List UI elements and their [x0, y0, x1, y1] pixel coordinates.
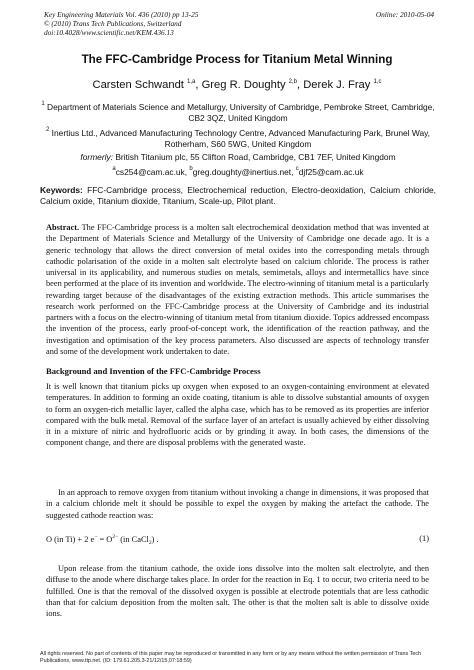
- author-separator: ,: [195, 79, 202, 91]
- affiliation-text: Inertius Ltd., Advanced Manufacturing Technology Centre, Advanced Manufacturing Park, Brunel Way, Rotherham, S60 5WG, United Kingdom: [51, 128, 430, 150]
- email-superscript: a: [112, 166, 116, 172]
- author-name: Greg R. Doughty: [201, 79, 286, 91]
- author-list: [30, 79, 444, 91]
- affiliation-1: [40, 99, 436, 124]
- author-superscript: 2,b: [288, 79, 297, 85]
- affiliation-2: [40, 125, 436, 150]
- paragraph: Upon release from the titanium cathode, the oxide ions dissolve into the molten salt electrolyte, and then diffuse to the anode where discharge takes place. In order for the reaction in Eq. 1 to occur, two criteria need to be fulfilled. One is that the removal of the dissolved oxygen is possible at electrode potentials that are less cathodic than that for calcium deposition from the molten salt. The other is that the molten salt is able to dissolve oxide ions.: [46, 564, 429, 618]
- email-superscript: c: [295, 166, 299, 172]
- section-heading: Background and Invention of the FFC-Cambridge Process: [46, 366, 261, 376]
- formerly-text: British Titanium plc, 55 Clifton Road, Cambridge, CB1 7EF, United Kingdom: [115, 152, 396, 162]
- equation-body: [46, 534, 159, 546]
- email-link[interactable]: cs254@cam.ac.uk,: [115, 167, 188, 177]
- abstract-label: Abstract.: [46, 223, 80, 232]
- equation-tail: ) .: [151, 535, 159, 544]
- doi-line: doi:10.4028/www.scientific.net/KEM.436.13: [44, 28, 174, 38]
- journal-citation: Key Engineering Materials Vol. 436 (2010) pp 13-25: [44, 10, 199, 19]
- email-link[interactable]: greg.doughty@inertius.net,: [192, 167, 294, 177]
- equation-medium: (in CaCl: [118, 535, 149, 544]
- keywords: [40, 185, 436, 206]
- author-superscript: 1,a: [187, 79, 196, 85]
- equation-equals: = O: [97, 535, 113, 544]
- copyright-line: © (2010) Trans Tech Publications, Switzerland: [44, 19, 182, 29]
- paragraph: It is well known that titanium picks up oxygen when exposed to an oxygen-containing environment at elevated temperatures. In addition to forming an oxide coating, titanium is able to dissolve substantial amounts of oxygen to form an oxygen-rich metallic layer, called the alpha case, which has to be removed as its properties are inferior compared with the bulk metal. Removal of the surface layer of an artefact is usually achieved by either dissolving it in a mixture of nitric and hydrofluoric acids or by grinding it away. In both cases, the dimensions of the component change, and there are disposal problems with the generated waste.: [46, 382, 429, 448]
- author-superscript: 1,c: [373, 79, 382, 85]
- keywords-text: FFC-Cambridge process, Electrochemical reduction, Electro-deoxidation, Calcium chloride, Calcium oxide, Titanium dioxide, Titanium, Scale-up, Pilot plant.: [40, 185, 437, 206]
- email-link[interactable]: djf25@cam.ac.uk: [298, 167, 364, 177]
- author-separator: ,: [297, 79, 304, 91]
- author-name: Carsten Schwandt: [92, 79, 184, 91]
- equation-number: (1): [419, 534, 429, 543]
- equation: [46, 534, 429, 546]
- journal-header: [44, 10, 198, 38]
- abstract: [46, 222, 429, 357]
- author-name: Derek J. Fray: [303, 79, 371, 91]
- equation-subscript: 2: [148, 540, 152, 546]
- electron-charge: −: [94, 534, 98, 540]
- email-superscript: b: [189, 166, 193, 172]
- formerly-label: formerly:: [80, 152, 113, 162]
- former-affiliation: [40, 152, 436, 163]
- paper-title: The FFC-Cambridge Process for Titanium Metal Winning: [81, 53, 393, 66]
- email-line: [40, 164, 436, 178]
- abstract-text: The FFC-Cambridge process is a molten salt electrochemical deoxidation method that was invented at the Department of Materials Science and Metallurgy of the University of Cambridge one decade ago. It is a generic technology that allows the direct conversion of metal oxides into the corresponding metals through cathodic polarisation of the oxide in a molten salt electrolyte based on calcium chloride. The process is rather universal in its applicability, and numerous studies on metals, semimetals, alloys and intermetallics have since been performed at the place of its invention and worldwide. The electro-winning of titanium metal is a particularly rewarding target because of the disadvantages of the existing extraction methods. This article summarises the research work performed on the FFC-Cambridge process at the University of Cambridge and its industrial partners with a focus on the electro-winning of titanium metal from titanium dioxide. Topics addressed encompass the invention of the process, early proof-of-concept work, the identification of the reaction pathway, and the investigation and optimisation of the key process parameters. Also discussed are aspects of technology transfer and some of the development work undertaken to date.: [46, 223, 430, 356]
- equation-lhs: O (in Ti) + 2 e: [46, 535, 95, 544]
- oxide-charge: 2−: [112, 534, 119, 540]
- affiliation-number: 2: [46, 127, 50, 133]
- paragraph: In an approach to remove oxygen from titanium without invoking a change in dimensions, it was proposed that in a calcium chloride melt it should be possible to expel the oxygen by making the artefact the cathode. The suggested cathode reaction was:: [46, 488, 429, 520]
- affiliation-number: 1: [41, 101, 45, 107]
- keywords-label: Keywords:: [40, 185, 83, 195]
- copyright-footer: All rights reserved. No part of contents of this paper may be reproduced or transmitted in any form or by any means without the written permission of Trans Tech Publications, www.ttp.net. (ID: 179.61.205.3-21/12/15,07:18:59): [40, 651, 422, 664]
- affiliation-text: Department of Materials Science and Metallurgy, University of Cambridge, Pembroke Street, Cambridge, CB2 3QZ, United Kingdom: [47, 102, 435, 124]
- online-date: Online: 2010-05-04: [375, 10, 434, 19]
